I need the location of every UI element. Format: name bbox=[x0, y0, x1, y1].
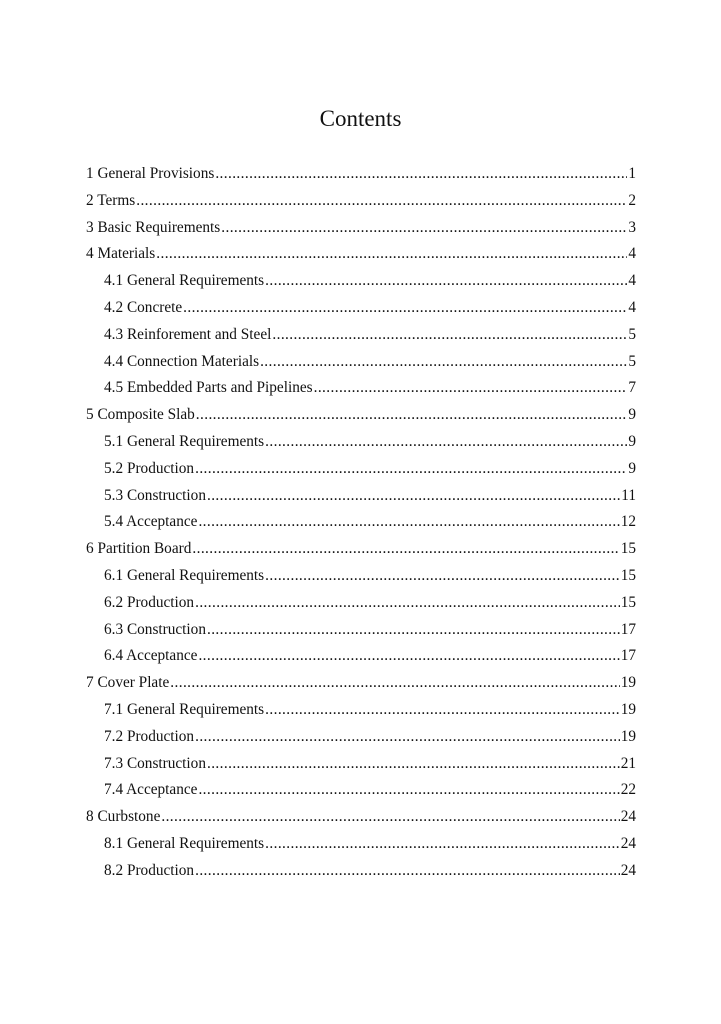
toc-dot-leader bbox=[272, 322, 627, 349]
toc-entry-label: 6 Partition Board bbox=[86, 540, 192, 558]
toc-entry-label: 7 Cover Plate bbox=[86, 674, 170, 692]
toc-dot-leader bbox=[215, 161, 627, 188]
toc-dot-leader bbox=[314, 375, 628, 402]
toc-entry[interactable] bbox=[86, 429, 636, 456]
toc-entry-page-number: 4 bbox=[628, 245, 636, 263]
toc-entry-label: 4 Materials bbox=[86, 245, 156, 263]
toc-entry[interactable] bbox=[86, 724, 636, 751]
toc-entry[interactable] bbox=[86, 804, 636, 831]
toc-entry-page-number: 24 bbox=[620, 808, 636, 826]
toc-entry-page-number: 21 bbox=[620, 754, 636, 772]
toc-entry-label: 4.4 Connection Materials bbox=[104, 352, 260, 370]
toc-entry-label: 7.1 General Requirements bbox=[104, 700, 265, 718]
toc-dot-leader bbox=[207, 751, 620, 778]
toc-dot-leader bbox=[221, 215, 627, 242]
toc-entry[interactable] bbox=[86, 751, 636, 778]
toc-dot-leader bbox=[161, 804, 619, 831]
toc-entry-page-number: 4 bbox=[628, 298, 636, 316]
toc-entry[interactable] bbox=[86, 643, 636, 670]
toc-entry-page-number: 9 bbox=[628, 432, 636, 450]
toc-entry-page-number: 17 bbox=[620, 620, 636, 638]
toc-entry[interactable] bbox=[86, 590, 636, 617]
toc-entry[interactable] bbox=[86, 670, 636, 697]
toc-entry[interactable] bbox=[86, 536, 636, 563]
toc-entry-label: 8.2 Production bbox=[104, 861, 195, 879]
toc-entry[interactable] bbox=[86, 858, 636, 885]
toc-entry-page-number: 4 bbox=[628, 272, 636, 290]
toc-entry-page-number: 3 bbox=[628, 218, 636, 236]
toc-entry-label: 5.2 Production bbox=[104, 459, 195, 477]
toc-entry-label: 4.5 Embedded Parts and Pipelines bbox=[104, 379, 313, 397]
toc-dot-leader bbox=[195, 724, 620, 751]
toc-entry-page-number: 11 bbox=[621, 486, 636, 504]
toc-entry-label: 5 Composite Slab bbox=[86, 406, 195, 424]
toc-entry-label: 1 General Provisions bbox=[86, 165, 215, 182]
toc-entry-page-number: 15 bbox=[620, 593, 636, 611]
toc-dot-leader bbox=[170, 670, 619, 697]
toc-entry-label: 7.3 Construction bbox=[104, 754, 206, 772]
toc-dot-leader bbox=[265, 831, 620, 858]
toc-entry-page-number: 19 bbox=[620, 674, 636, 692]
toc-entry-label: 4.3 Reinforement and Steel bbox=[104, 325, 272, 343]
toc-dot-leader bbox=[136, 188, 627, 215]
toc-entry-page-number: 15 bbox=[620, 566, 636, 584]
toc-entry[interactable] bbox=[86, 483, 636, 510]
toc-entry[interactable] bbox=[86, 563, 636, 590]
toc-entry[interactable] bbox=[86, 241, 636, 268]
toc-entry-page-number: 22 bbox=[620, 781, 636, 799]
toc-entry-label: 6.3 Construction bbox=[104, 620, 206, 638]
toc-entry-label: 7.2 Production bbox=[104, 727, 195, 745]
toc-entry[interactable] bbox=[86, 188, 636, 215]
table-of-contents bbox=[86, 161, 636, 885]
toc-entry[interactable] bbox=[86, 777, 636, 804]
toc-entry-page-number: 9 bbox=[628, 406, 636, 424]
toc-entry[interactable] bbox=[86, 268, 636, 295]
page-title: Contents bbox=[319, 106, 402, 131]
toc-entry-page-number: 9 bbox=[628, 459, 636, 477]
toc-dot-leader bbox=[198, 643, 619, 670]
toc-entry-page-number: 5 bbox=[628, 352, 636, 370]
toc-entry-label: 3 Basic Requirements bbox=[86, 218, 221, 236]
toc-entry[interactable] bbox=[86, 402, 636, 429]
toc-entry[interactable] bbox=[86, 215, 636, 242]
toc-entry-page-number: 19 bbox=[620, 700, 636, 718]
toc-entry-page-number: 24 bbox=[620, 834, 636, 852]
toc-entry-label: 6.2 Production bbox=[104, 593, 195, 611]
toc-dot-leader bbox=[192, 536, 619, 563]
toc-dot-leader bbox=[183, 295, 627, 322]
toc-dot-leader bbox=[195, 590, 620, 617]
toc-entry[interactable] bbox=[86, 697, 636, 724]
toc-dot-leader bbox=[207, 483, 620, 510]
toc-entry[interactable] bbox=[86, 295, 636, 322]
toc-entry[interactable] bbox=[86, 375, 636, 402]
toc-entry-page-number: 19 bbox=[620, 727, 636, 745]
toc-dot-leader bbox=[265, 268, 627, 295]
toc-entry[interactable] bbox=[86, 161, 636, 188]
toc-entry-label: 5.3 Construction bbox=[104, 486, 206, 504]
toc-dot-leader bbox=[260, 349, 627, 376]
toc-entry[interactable] bbox=[86, 617, 636, 644]
toc-dot-leader bbox=[265, 697, 620, 724]
toc-entry-page-number: 17 bbox=[620, 647, 636, 665]
toc-entry-label: 6.4 Acceptance bbox=[104, 647, 198, 665]
toc-entry[interactable] bbox=[86, 456, 636, 483]
toc-dot-leader bbox=[196, 402, 628, 429]
toc-entry-label: 4.1 General Requirements bbox=[104, 272, 265, 290]
toc-dot-leader bbox=[265, 429, 627, 456]
toc-dot-leader bbox=[198, 777, 619, 804]
toc-entry[interactable] bbox=[86, 349, 636, 376]
toc-entry[interactable] bbox=[86, 509, 636, 536]
toc-entry-label: 8.1 General Requirements bbox=[104, 834, 265, 852]
toc-dot-leader bbox=[198, 509, 619, 536]
toc-entry-label: 4.2 Concrete bbox=[104, 298, 183, 316]
toc-dot-leader bbox=[195, 456, 627, 483]
toc-entry-page-number: 1 bbox=[628, 165, 636, 182]
toc-dot-leader bbox=[265, 563, 620, 590]
toc-entry-label: 7.4 Acceptance bbox=[104, 781, 198, 799]
toc-entry-label: 2 Terms bbox=[86, 191, 136, 209]
toc-entry-label: 6.1 General Requirements bbox=[104, 566, 265, 584]
toc-entry-label: 5.4 Acceptance bbox=[104, 513, 198, 531]
toc-entry[interactable] bbox=[86, 831, 636, 858]
toc-entry-page-number: 15 bbox=[620, 540, 636, 558]
toc-entry-page-number: 12 bbox=[620, 513, 636, 531]
toc-entry-label: 5.1 General Requirements bbox=[104, 432, 265, 450]
toc-dot-leader bbox=[207, 617, 620, 644]
toc-entry-page-number: 5 bbox=[628, 325, 636, 343]
toc-entry-page-number: 7 bbox=[628, 379, 636, 397]
toc-entry-page-number: 2 bbox=[628, 191, 636, 209]
toc-dot-leader bbox=[195, 858, 620, 885]
toc-entry[interactable] bbox=[86, 322, 636, 349]
toc-entry-label: 8 Curbstone bbox=[86, 808, 161, 826]
toc-entry-page-number: 24 bbox=[620, 861, 636, 879]
toc-dot-leader bbox=[156, 241, 627, 268]
